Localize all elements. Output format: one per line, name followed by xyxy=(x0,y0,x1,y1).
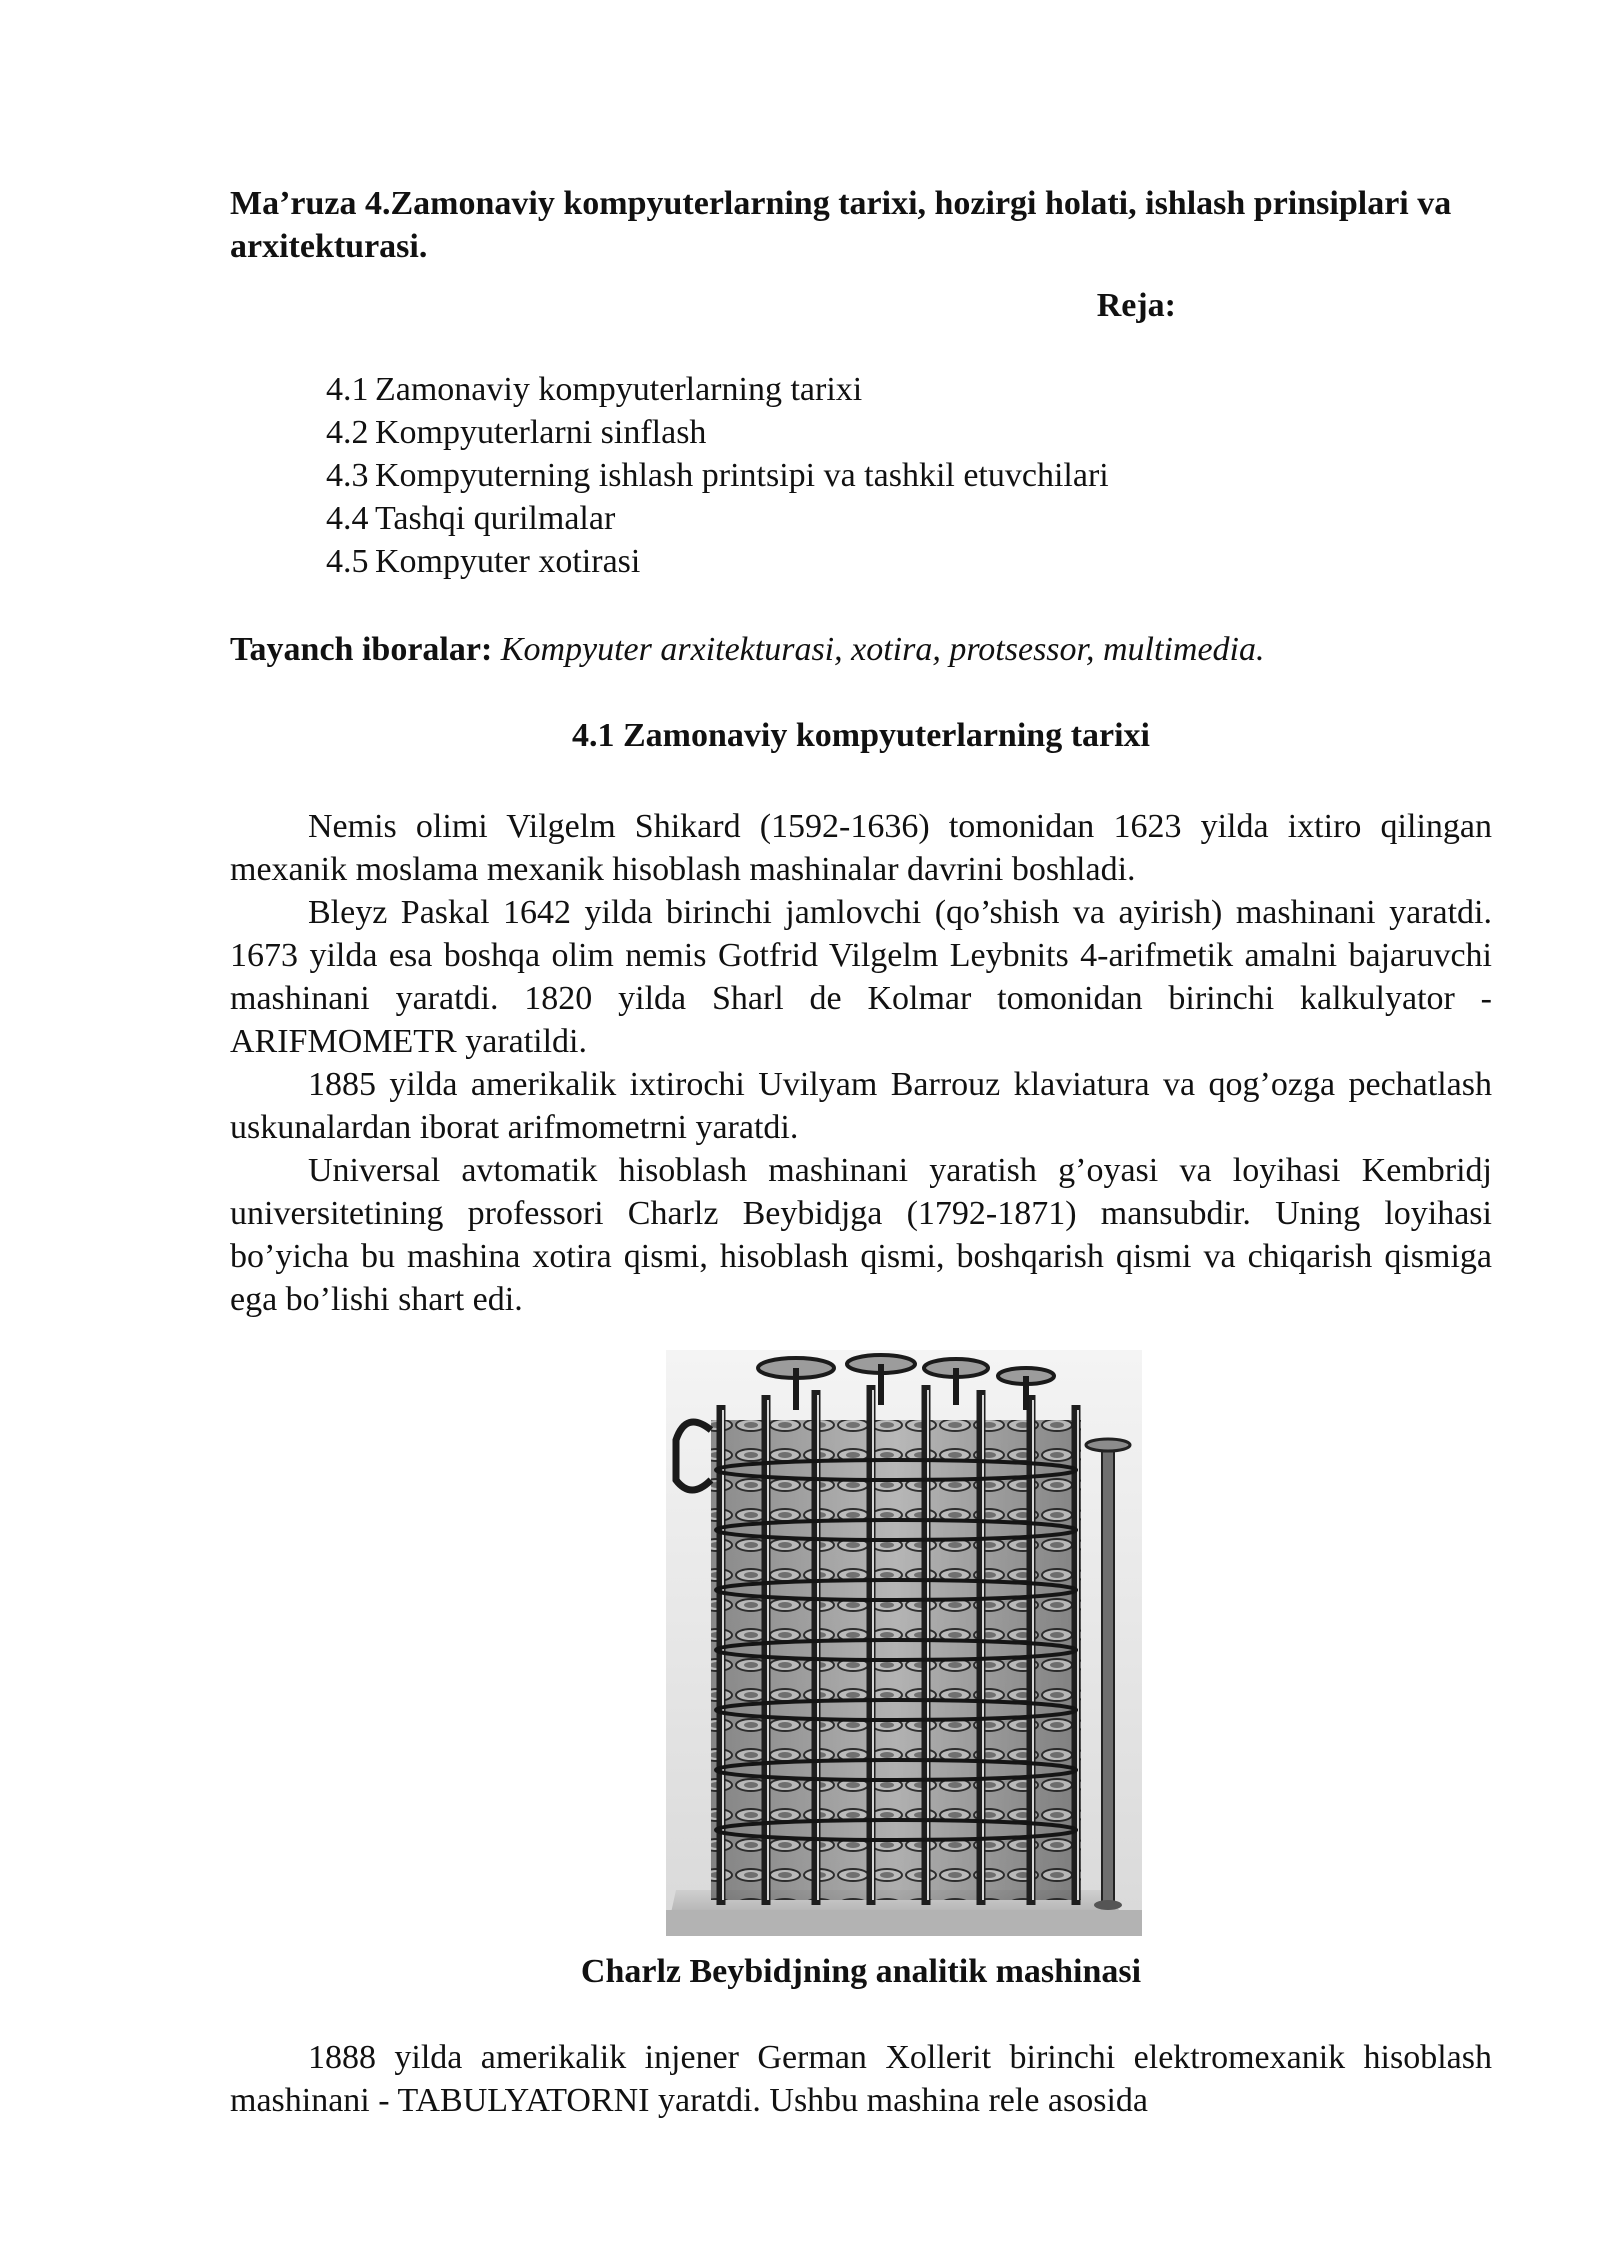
plan-heading: Reja: xyxy=(1096,287,1176,324)
plan-item-number: 4.1 xyxy=(326,371,369,408)
plan-item xyxy=(326,368,1109,411)
paragraph: Bleyz Paskal 1642 yilda birinchi jamlovchi (qo’shish va ayirish) mashinani yaratdi. 1673 yilda esa boshqa olim nemis Gotfrid Vilgelm Leybnits 4-arifmetik amalni bajaruvchi mashinani yaratdi. 1820 yilda Sharl de Kolmar tomonidan birinchi kalkulyator - ARIFMOMETR yaratildi. xyxy=(230,894,1492,1060)
paragraph: 1885 yilda amerikalik ixtirochi Uvilyam Barrouz klaviatura va qog’ozga pechatlash uskunalardan iborat arifmometrni yaratdi. xyxy=(230,1066,1492,1146)
plan-list xyxy=(326,368,1109,583)
paragraph: Universal avtomatik hisoblash mashinani yaratish g’oyasi va loyihasi Kembridj universitetining professori Charlz Beybidjga (1792-1871) mansubdir. Uning loyihasi bo’yicha bu mashina xotira qismi, hisoblash qismi, boshqarish qismi va chiqarish qismiga ega bo’lishi shart edi. xyxy=(230,1152,1492,1318)
plan-item-number: 4.5 xyxy=(326,543,369,580)
plan-item-text: Kompyuter xotirasi xyxy=(375,543,641,580)
plan-item-number: 4.3 xyxy=(326,457,369,494)
paragraph: 1888 yilda amerikalik injener German Xollerit birinchi elektromexanik hisoblash mashinani - TABULYATORNI yaratdi. Ushbu mashina rele asosida xyxy=(230,2039,1492,2119)
plan-item-number: 4.2 xyxy=(326,414,369,451)
body-text xyxy=(230,805,1492,1321)
figure-caption: Charlz Beybidjning analitik mashinasi xyxy=(580,1953,1142,1990)
plan-item-number: 4.4 xyxy=(326,500,369,537)
keywords-label: Tayanch iboralar: xyxy=(230,631,493,668)
plan-item-text: Kompyuterlarni sinflash xyxy=(375,414,707,451)
plan-item-text: Kompyuterning ishlash printsipi va tashkil etuvchilari xyxy=(375,457,1109,494)
analytical-engine-photo xyxy=(666,1350,1142,1936)
lecture-title: Ma’ruza 4.Zamonaviy kompyuterlarning tarixi, hozirgi holati, ishlash prinsiplari va arxitekturasi. xyxy=(230,185,1452,265)
section-heading: 4.1 Zamonaviy kompyuterlarning tarixi xyxy=(571,717,1151,754)
keywords-line xyxy=(230,628,1492,671)
paragraph: Nemis olimi Vilgelm Shikard (1592-1636) tomonidan 1623 yilda ixtiro qilingan mexanik moslama mexanik hisoblash mashinalar davrini boshladi. xyxy=(230,808,1492,888)
plan-item xyxy=(326,411,1109,454)
plan-item-text: Zamonaviy kompyuterlarning tarixi xyxy=(375,371,863,408)
body-text-continued xyxy=(230,2036,1492,2122)
plan-item xyxy=(326,454,1109,497)
plan-item xyxy=(326,497,1109,540)
keywords-text: Kompyuter arxitekturasi, xotira, protsessor, multimedia. xyxy=(500,631,1265,668)
plan-item-text: Tashqi qurilmalar xyxy=(375,500,616,537)
plan-item xyxy=(326,540,1109,583)
